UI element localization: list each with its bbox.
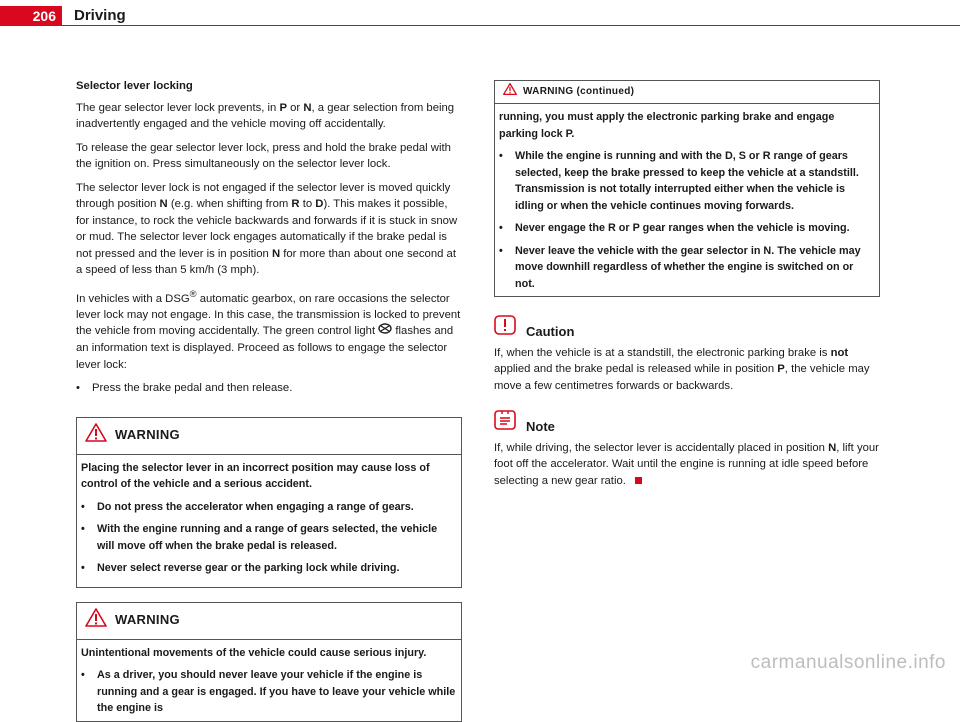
warning-intro: Unintentional movements of the vehicle could cause serious injury. [81, 646, 427, 659]
paragraph-2: To release the gear selector lever lock, press and hold the brake pedal with the ignition on. Press simultaneously on the selector lever lock. [76, 141, 451, 170]
end-of-section-marker [635, 477, 642, 484]
warning-box-1 [76, 417, 462, 588]
left-column [76, 78, 462, 722]
warning-box-2 [76, 602, 462, 722]
control-light-icon [378, 323, 392, 340]
warning-triangle-icon [85, 608, 107, 633]
warning-bullet: • As a driver, you should never leave your vehicle if the engine is running and a gear is engaged. If you have to leave your vehicle while the engine is [81, 669, 456, 714]
watermark: carmanualsonline.info [750, 652, 946, 673]
bullet-item: • Press the brake pedal and then release. [76, 382, 293, 394]
warning-body [77, 640, 461, 721]
warning-label: WARNING [115, 427, 180, 443]
paragraph-1: The gear selector lever lock prevents, in P or N, a gear selection from being inadvertently engaged and the vehicle moving off accidentally. [76, 101, 455, 130]
note-text: If, while driving, the selector lever is accidentally placed in position N, lift your foot off the accelerator. Wait until the engine is running at idle speed before selecting a new gear ratio. [494, 441, 879, 487]
page-header [0, 0, 960, 30]
caution-header [494, 315, 880, 341]
right-column [494, 80, 880, 496]
paragraph-4: In vehicles with a DSG® automatic gearbox, on rare occasions the selector lever lock may not engage. In this case, the transmission is locked to prevent the vehicle from moving accidentally. The green control light flashes and an information text is displayed. Proceed as follows to engage the selector lever lock: [76, 287, 461, 371]
warning-bullet: • Never engage the R or P gear ranges when the vehicle is moving. [499, 222, 850, 234]
warning-intro: running, you must apply the electronic parking brake and engage parking lock P. [499, 111, 835, 140]
warning-bullet: • Do not press the accelerator when engaging a range of gears. [81, 500, 414, 513]
note-icon [494, 410, 516, 436]
section-title: Driving [74, 7, 126, 24]
warning-intro: Placing the selector lever in an incorrect position may cause loss of control of the vehicle and a serious accident. [81, 461, 430, 490]
warning-continued-header [495, 81, 879, 104]
note-label: Note [526, 418, 555, 434]
caution-icon [494, 315, 516, 341]
selector-lever-heading: Selector lever locking [76, 80, 193, 92]
warning-continued-body [495, 104, 879, 296]
warning-triangle-icon [85, 423, 107, 448]
page-number: 206 [0, 6, 62, 26]
caution-label: Caution [526, 323, 575, 339]
warning-header [77, 603, 461, 640]
caution-text: If, when the vehicle is at a standstill, the electronic parking brake is not applied and the brake pedal is released while in position P, the vehicle may move a few centimetres forwards or backwards. [494, 346, 870, 392]
warning-header [77, 418, 461, 455]
warning-bullet: • Never select reverse gear or the parking lock while driving. [81, 562, 400, 574]
header-rule [62, 25, 960, 26]
paragraph-3: The selector lever lock is not engaged if the selector lever is moved quickly through position N (e.g. when shifting from R to D). This makes it possible, for instance, to rock the vehicle backwards and forwards if it is stuck in snow or mud. The selector lever lock engages automatically if the brake pedal is not pressed and the lever is in position N for more than about one second at a speed of less than 5 km/h (3 mph). [76, 181, 458, 276]
warning-body [77, 455, 461, 587]
warning-bullet: • Never leave the vehicle with the gear selector in N. The vehicle may move downhill regardless of whether the engine is switched on or not. [499, 244, 861, 290]
warning-triangle-icon [503, 83, 517, 101]
warning-label: WARNING [115, 612, 180, 628]
note-header [494, 410, 880, 436]
warning-continued-label: WARNING (continued) [523, 85, 635, 97]
warning-bullet: • With the engine running and a range of gears selected, the vehicle will move off when the brake pedal is released. [81, 523, 438, 552]
warning-continued-box [494, 80, 880, 297]
warning-bullet: • While the engine is running and with the D, S or R range of gears selected, keep the brake pressed to keep the vehicle at a standstill. Transmission is not totally interrupted either when the vehicle is idling or when the vehicle continues moving forwards. [499, 150, 859, 212]
